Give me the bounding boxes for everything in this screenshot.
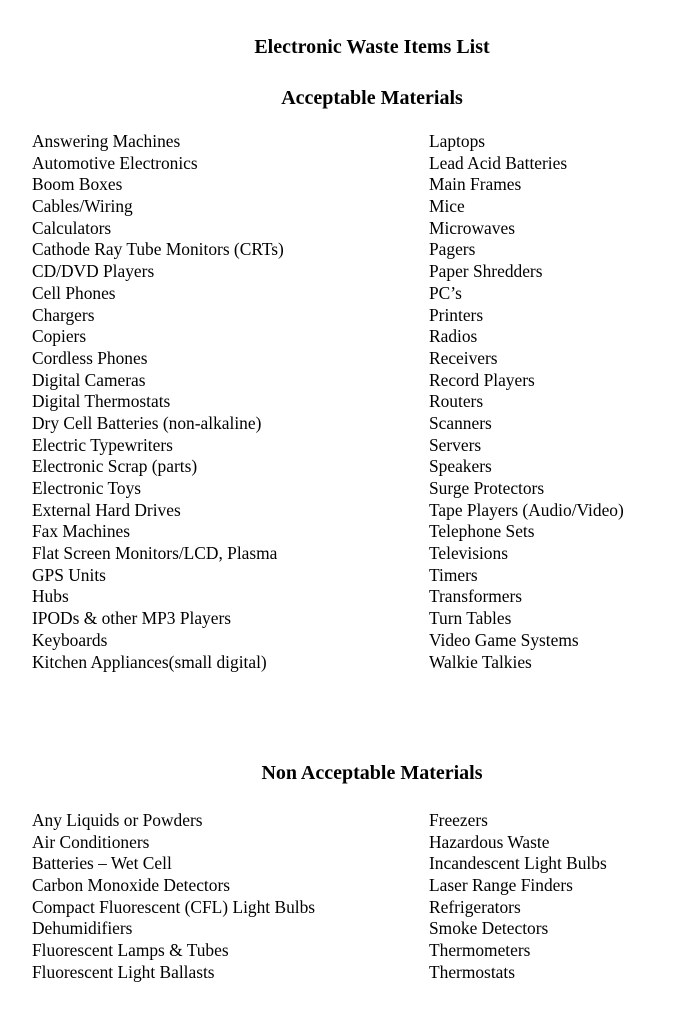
list-item: Any Liquids or Powders (32, 810, 203, 830)
list-item: Turn Tables (429, 608, 512, 629)
list-item: Smoke Detectors (429, 918, 549, 939)
list-item: Fax Machines (32, 521, 131, 542)
list-item: Scanners (429, 412, 492, 433)
non-acceptable-list-right (429, 810, 607, 984)
list-item: Carbon Monoxide Detectors (32, 875, 231, 896)
list-item: Fluorescent Lamps & Tubes (32, 940, 229, 961)
list-item: PC’s (429, 282, 462, 303)
list-item: Copiers (32, 326, 87, 347)
list-item: Dehumidifiers (32, 918, 133, 939)
list-item: Digital Cameras (32, 369, 146, 390)
list-item: Main Frames (429, 174, 522, 195)
acceptable-list-right (429, 131, 624, 673)
list-item: Pagers (429, 239, 476, 260)
list-item: IPODs & other MP3 Players (32, 608, 232, 629)
list-item: Electronic Scrap (parts) (32, 456, 198, 477)
list-item: Digital Thermostats (32, 391, 171, 412)
list-item: Automotive Electronics (32, 152, 198, 173)
list-item: Cell Phones (32, 282, 116, 303)
list-item: Hubs (32, 586, 69, 607)
list-item: Servers (429, 434, 482, 455)
list-item: Surge Protectors (429, 478, 545, 498)
list-item: Cables/Wiring (32, 196, 133, 217)
list-item: Keyboards (32, 629, 108, 650)
list-item: Chargers (32, 304, 95, 325)
list-item: Incandescent Light Bulbs (429, 853, 607, 874)
list-item: Lead Acid Batteries (429, 152, 568, 173)
list-item: External Hard Drives (32, 499, 181, 520)
list-item: Telephone Sets (429, 521, 535, 542)
list-item: Microwaves (429, 217, 515, 238)
list-item: Freezers (429, 810, 488, 830)
list-item: Transformers (429, 586, 523, 607)
list-item: Laser Range Finders (429, 875, 573, 896)
list-item: Electric Typewriters (32, 434, 173, 455)
document-title: Electronic Waste Items List (254, 36, 490, 58)
list-item: Refrigerators (429, 896, 521, 917)
acceptable-list-left (32, 131, 284, 673)
list-item: Flat Screen Monitors/LCD, Plasma (32, 543, 278, 564)
list-item: Boom Boxes (32, 174, 123, 195)
list-item: Walkie Talkies (429, 651, 532, 672)
list-item: Laptops (429, 131, 486, 151)
list-item: Thermostats (429, 961, 515, 982)
list-item: Speakers (429, 456, 492, 477)
list-item: Cathode Ray Tube Monitors (CRTs) (32, 239, 284, 260)
list-item: Thermometers (429, 940, 531, 961)
list-item: Compact Fluorescent (CFL) Light Bulbs (32, 896, 316, 917)
list-item: Timers (429, 564, 478, 585)
non-acceptable-materials-heading: Non Acceptable Materials (261, 762, 483, 784)
list-item: Cordless Phones (32, 347, 148, 368)
list-item: Televisions (429, 543, 508, 564)
list-item: Hazardous Waste (429, 831, 550, 852)
list-item: Dry Cell Batteries (non-alkaline) (32, 412, 262, 433)
list-item: CD/DVD Players (32, 261, 155, 282)
list-item: Electronic Toys (32, 478, 142, 498)
list-item: Record Players (429, 369, 535, 390)
list-item: Answering Machines (32, 131, 181, 151)
list-item: Tape Players (Audio/Video) (429, 499, 624, 520)
list-item: Calculators (32, 217, 112, 238)
list-item: Batteries – Wet Cell (32, 853, 172, 874)
list-item: Air Conditioners (32, 831, 150, 852)
acceptable-materials-heading: Acceptable Materials (281, 87, 463, 109)
list-item: Fluorescent Light Ballasts (32, 961, 215, 982)
list-item: Routers (429, 391, 484, 412)
list-item: Kitchen Appliances(small digital) (32, 651, 267, 672)
list-item: Radios (429, 326, 478, 347)
non-acceptable-list-left (32, 810, 315, 984)
list-item: Video Game Systems (429, 629, 579, 650)
list-item: Receivers (429, 347, 498, 368)
list-item: Paper Shredders (429, 261, 543, 282)
list-item: GPS Units (32, 564, 106, 585)
list-item: Printers (429, 304, 484, 325)
list-item: Mice (429, 196, 465, 217)
